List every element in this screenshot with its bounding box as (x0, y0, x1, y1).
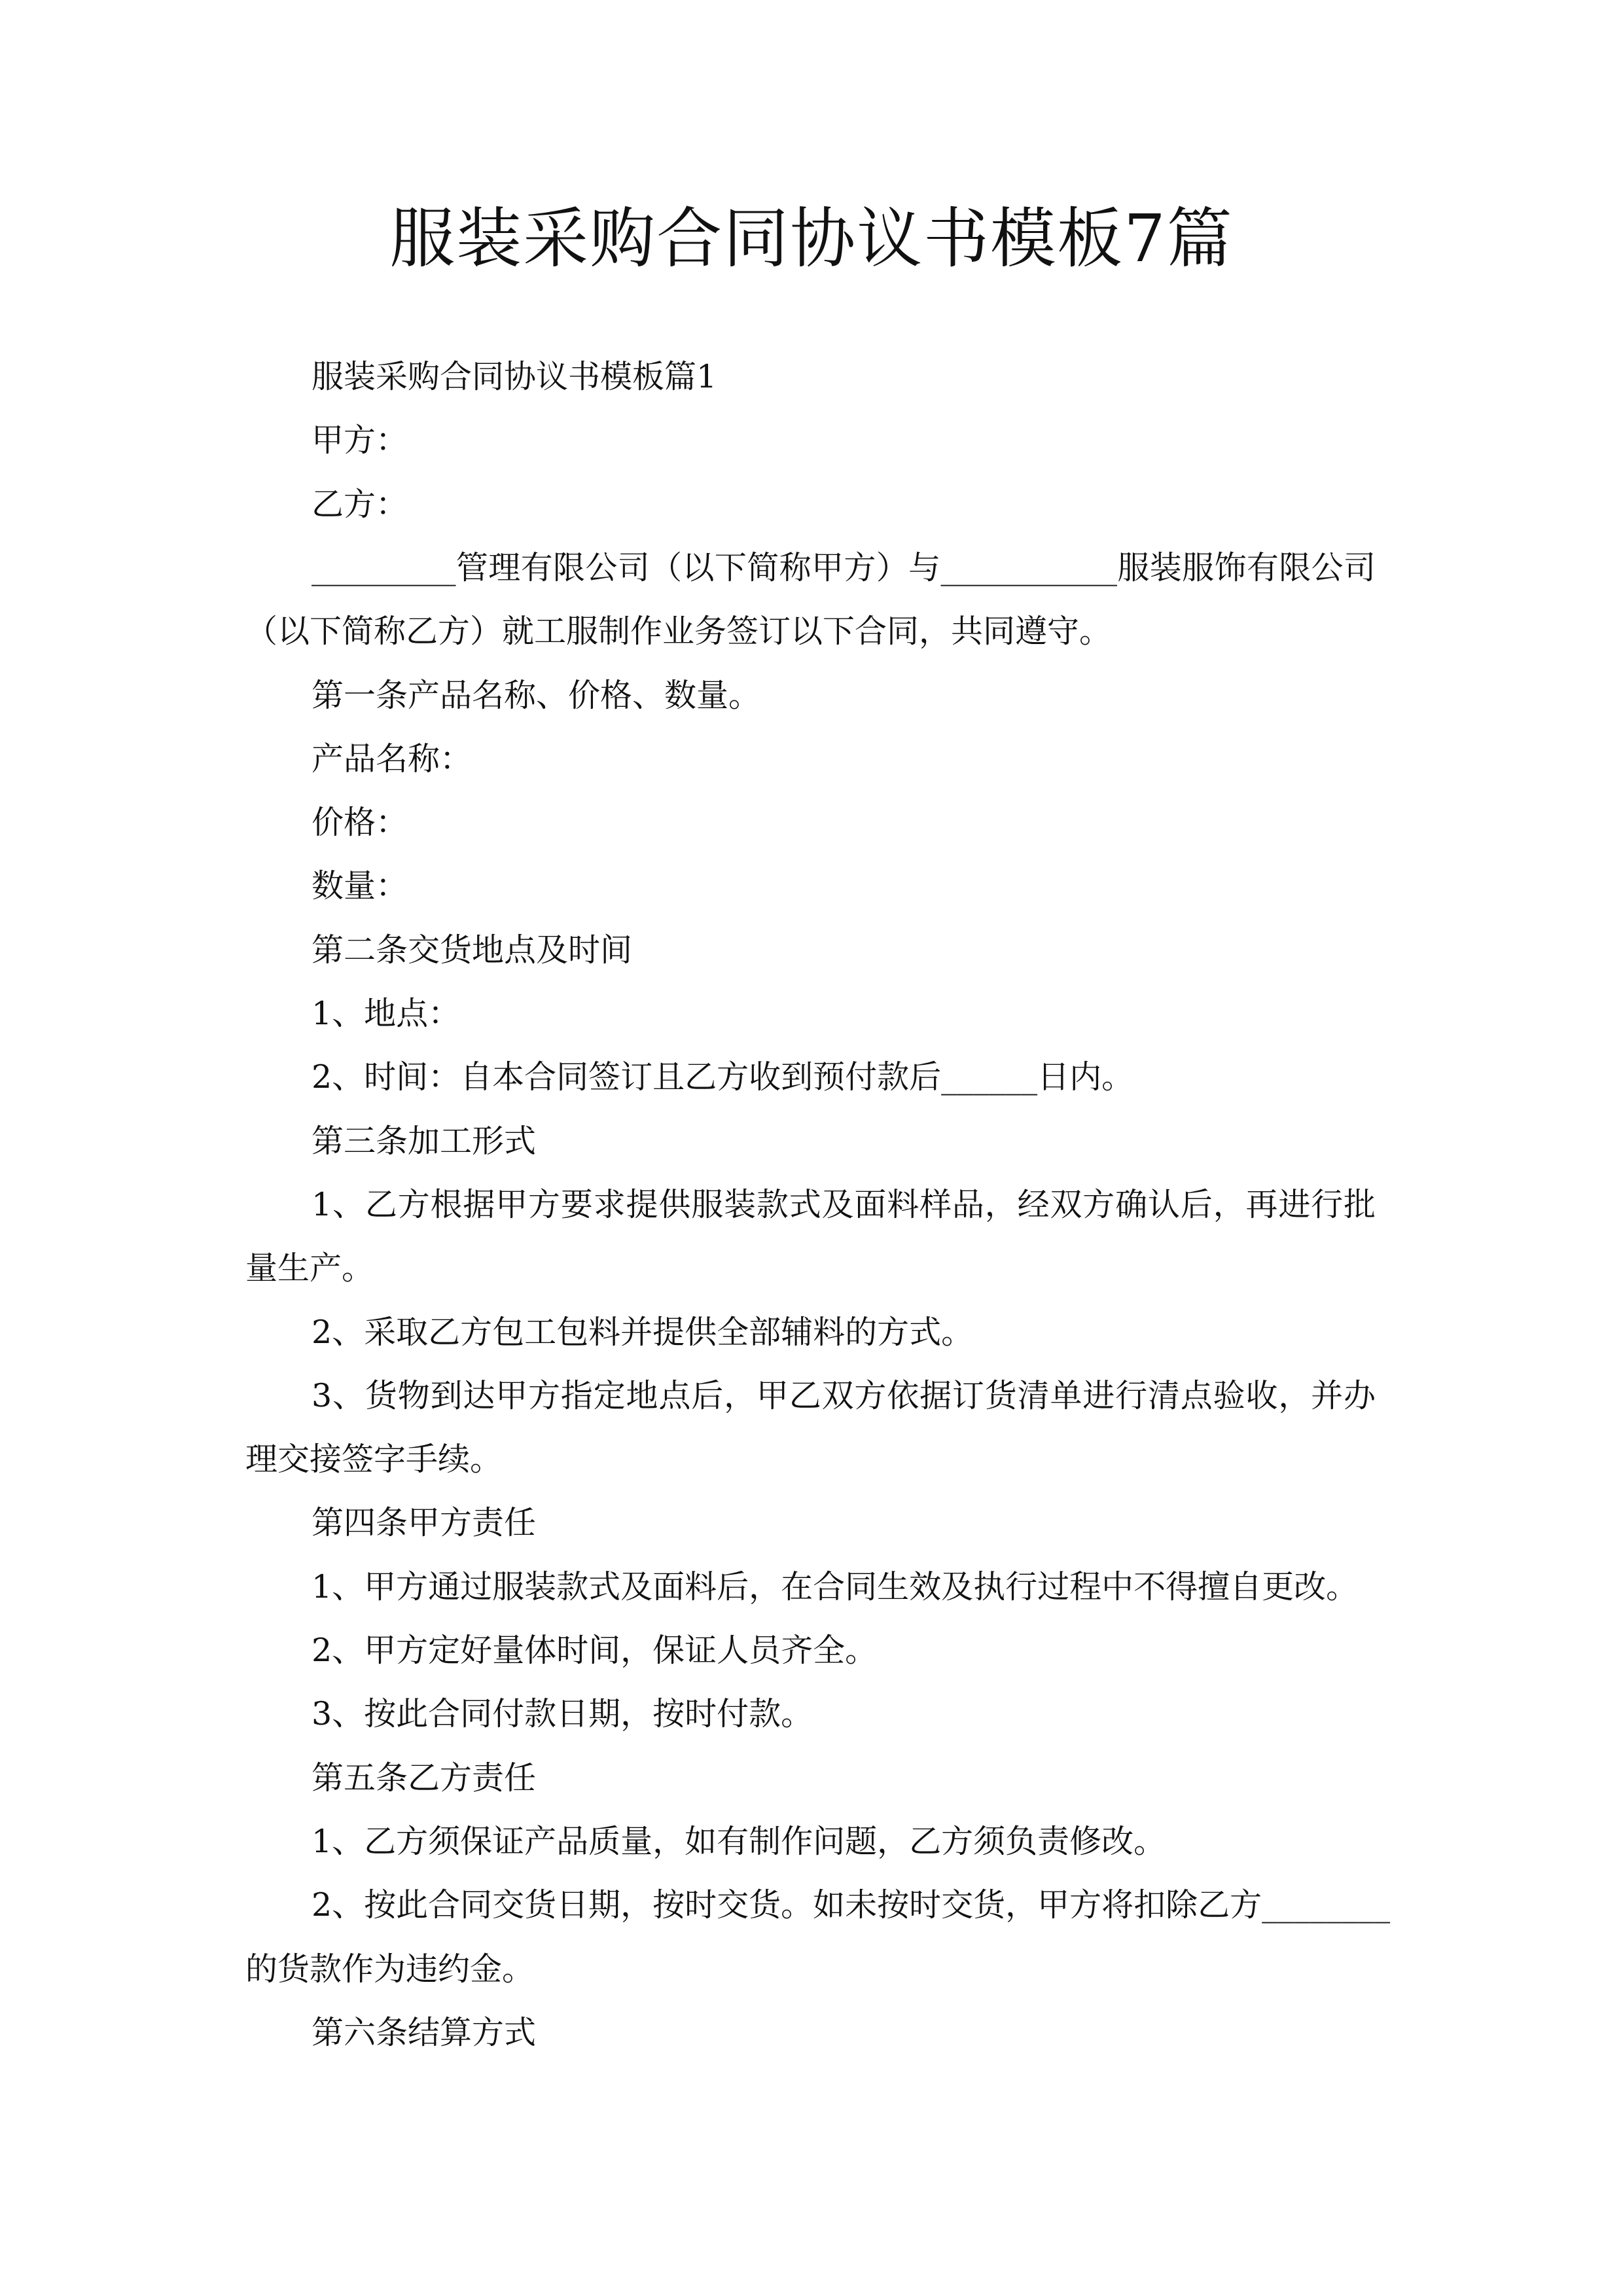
paragraph-continuation-line: 理交接签字手续。 (245, 1441, 503, 1479)
paragraph-line: 3、按此合同付款日期，按时付款。 (312, 1695, 813, 1733)
paragraph-line: 产品名称： (312, 740, 473, 778)
paragraph-line: 第一条产品名称、价格、数量。 (312, 676, 761, 714)
paragraph-line: 1、甲方通过服装款式及面料后，在合同生效及执行过程中不得擅自更改。 (312, 1568, 1359, 1605)
paragraph-line: 第六条结算方式 (312, 2013, 537, 2051)
paragraph-line: 第三条加工形式 (312, 1122, 537, 1160)
paragraph-line: 2、按此合同交货日期，按时交货。如未按时交货，甲方将扣除乙方________ (312, 1886, 1391, 1924)
paragraph-continuation-line: 量生产。 (245, 1249, 374, 1287)
paragraph-line: 价格： (312, 804, 408, 842)
paragraph-line: 数量： (312, 867, 408, 905)
document-title: 服装采购合同协议书模板7篇 (389, 200, 1234, 277)
paragraph-continuation-line: 的货款作为违约金。 (245, 1950, 535, 1988)
paragraph-line: 2、时间：自本合同签订且乙方收到预付款后______日内。 (312, 1058, 1134, 1096)
paragraph-line: 1、乙方须保证产品质量，如有制作问题，乙方须负责修改。 (312, 1822, 1166, 1860)
paragraph-line: 乙方： (312, 485, 408, 523)
paragraph-line: 甲方： (312, 422, 408, 459)
paragraph-line: 第四条甲方责任 (312, 1504, 537, 1542)
paragraph-line: 1、地点： (312, 995, 461, 1032)
paragraph-line: 第二条交货地点及时间 (312, 931, 633, 969)
paragraph-line: 2、采取乙方包工包料并提供全部辅料的方式。 (312, 1313, 974, 1351)
paragraph-line: 3、货物到达甲方指定地点后，甲乙双方依据订货清单进行清点验收，并办 (312, 1376, 1376, 1414)
paragraph-continuation-line: （以下简称乙方）就工服制作业务签订以下合同，共同遵守。 (245, 613, 1112, 651)
paragraph-line: _________管理有限公司（以下简称甲方）与___________服装服饰有限公司 (312, 548, 1376, 586)
paragraph-line: 2、甲方定好量体时间，保证人员齐全。 (312, 1632, 878, 1669)
paragraph-line: 1、乙方根据甲方要求提供服装款式及面料样品，经双方确认后，再进行批 (312, 1185, 1376, 1223)
paragraph-line: 第五条乙方责任 (312, 1759, 537, 1797)
paragraph-line: 服装采购合同协议书模板篇1 (312, 358, 717, 395)
